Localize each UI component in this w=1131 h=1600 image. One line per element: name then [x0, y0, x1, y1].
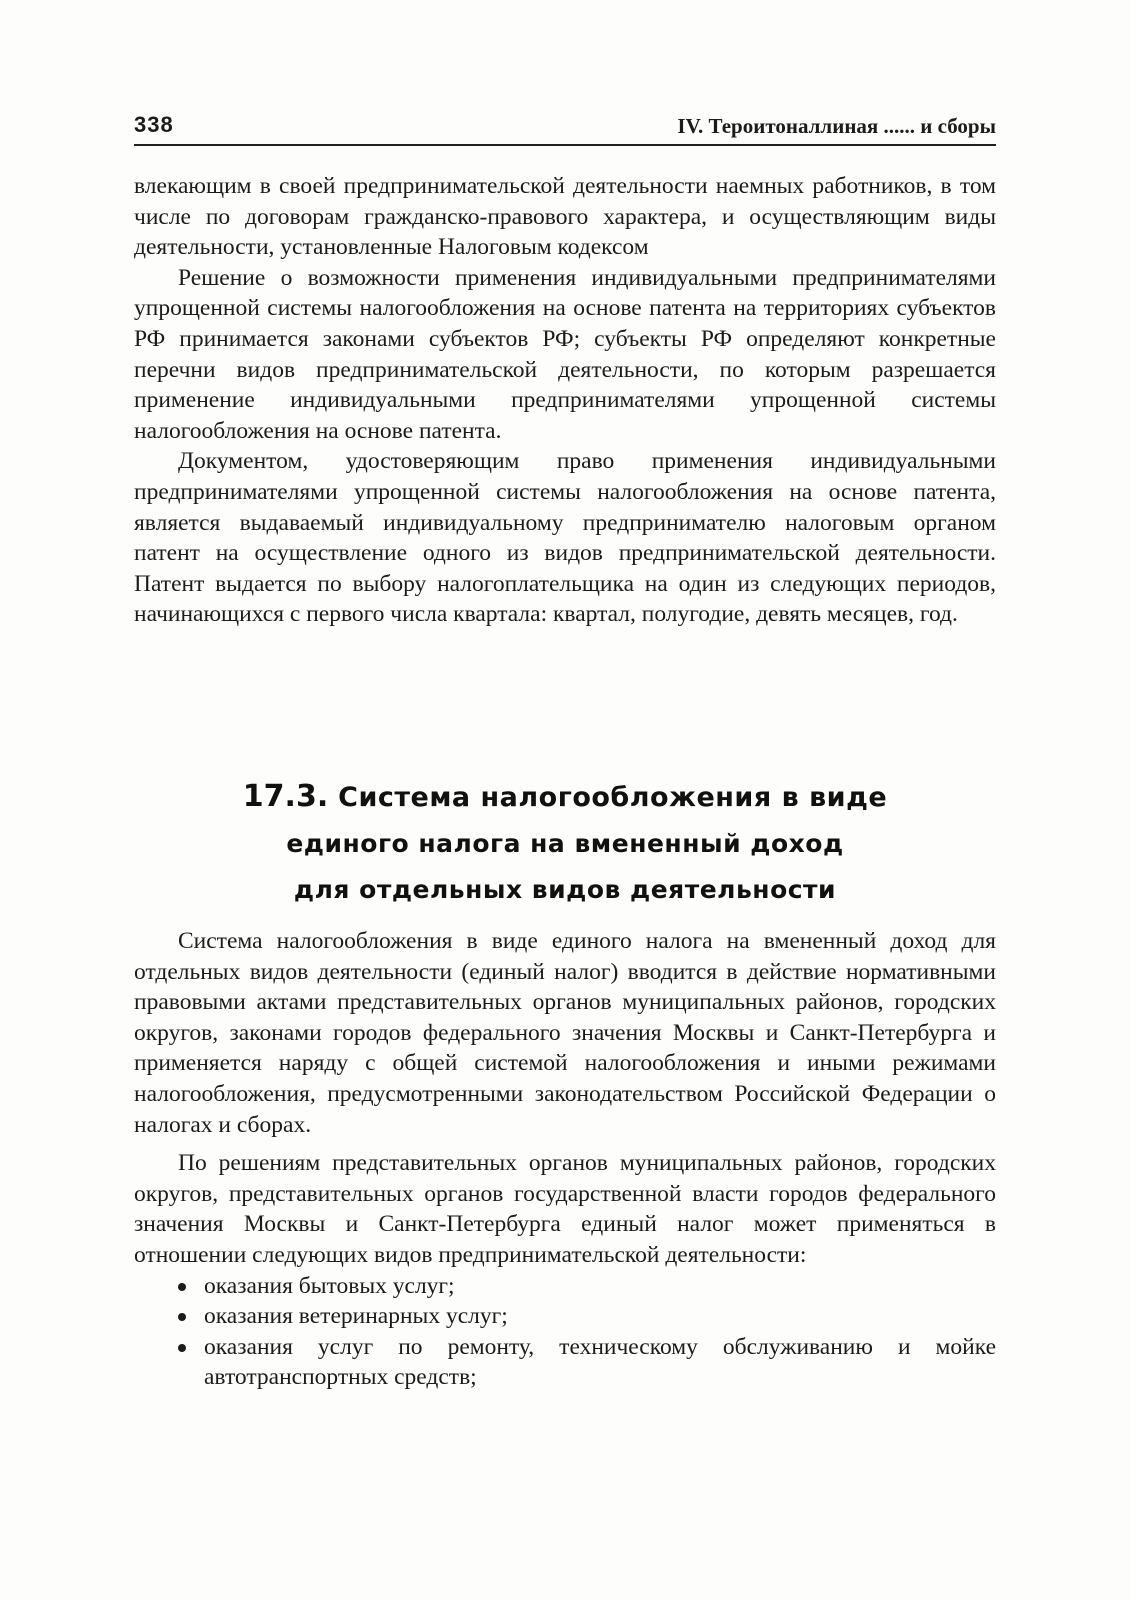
section-heading-line-1 — [134, 774, 996, 821]
list-item-text: оказания бытовых услуг; — [204, 1272, 455, 1299]
section-title-part-2: единого налога на вмененный доход — [286, 829, 844, 858]
bullet-icon — [178, 1283, 186, 1291]
paragraph-continued: влекающим в своей предпринимательской деятельности наемных работников, в том числе по договорам гражданско-правового характера, и осуществляющим виды деятельности, установленные Налоговым кодексом — [134, 173, 996, 261]
text-block-top — [134, 171, 996, 630]
bullet-icon — [178, 1344, 186, 1352]
page-number: 338 — [134, 112, 174, 137]
paragraph-envd-activities: По решениям представительных органов муниципальных районов, городских округов, представительных органов государственной власти городов федерального значения Москвы и Санкт-Петербурга единый налог может применяться в отношении следующих видов предпринимательской деятельности: — [134, 1150, 996, 1268]
list-item — [134, 1271, 996, 1302]
paragraph-patent-decision: Решение о возможности применения индивидуальными предпринимателями упрощенной системы налогообложения на основе патента на территориях субъектов РФ принимается законами субъектов РФ; субъекты РФ определяют конкретные перечни видов предпринимательской деятельности, по которым разрешается применение индивидуальными предпринимателями упрощенной системы налогообложения на основе патента. — [134, 264, 996, 444]
paragraph-patent-document: Документом, удостоверяющим право применения индивидуальными предпринимателями упрощенной системы налогообложения на основе патента, является выдаваемый индивидуальному предпринимателю налоговым органом патент на осуществление одного из видов предпринимательской деятельности. Патент выдается по выбору налогоплательщика на один из следующих периодов, начинающихся с первого числа квартала: квартал, полугодие, девять месяцев, год. — [134, 448, 996, 628]
paragraph-envd-intro: Система налогообложения в виде единого налога на вмененный доход для отдельных видов деятельности (единый налог) вводится в действие нормативными правовыми актами представительных органов муниципальных районов, городских округов, законами городов федерального значения Москвы и Санкт-Петербурга и применяется наряду с общей системой налогообложения и иными режимами налогообложения, предусмотренными законодательством Российской Федерации о налогах и сборах. — [134, 928, 996, 1138]
bullet-icon — [178, 1313, 186, 1321]
page-header — [134, 110, 996, 146]
list-item — [134, 1301, 996, 1332]
section-heading — [134, 774, 996, 913]
list-item — [134, 1332, 996, 1393]
text-block-bottom — [134, 926, 996, 1393]
list-item-text: оказания услуг по ремонту, техническому обслуживанию и мойке автотранспортных средств; — [204, 1333, 996, 1391]
running-head: IV. Тероитоналлиная ...... и сборы — [677, 114, 996, 138]
section-title-part-1: Система налогообложения в виде — [338, 782, 888, 813]
section-number: 17.3. — [242, 779, 329, 814]
list-item-text: оказания ветеринарных услуг; — [204, 1303, 508, 1330]
activities-list — [134, 1271, 996, 1393]
section-title-part-3: для отдельных видов деятельности — [293, 875, 837, 904]
